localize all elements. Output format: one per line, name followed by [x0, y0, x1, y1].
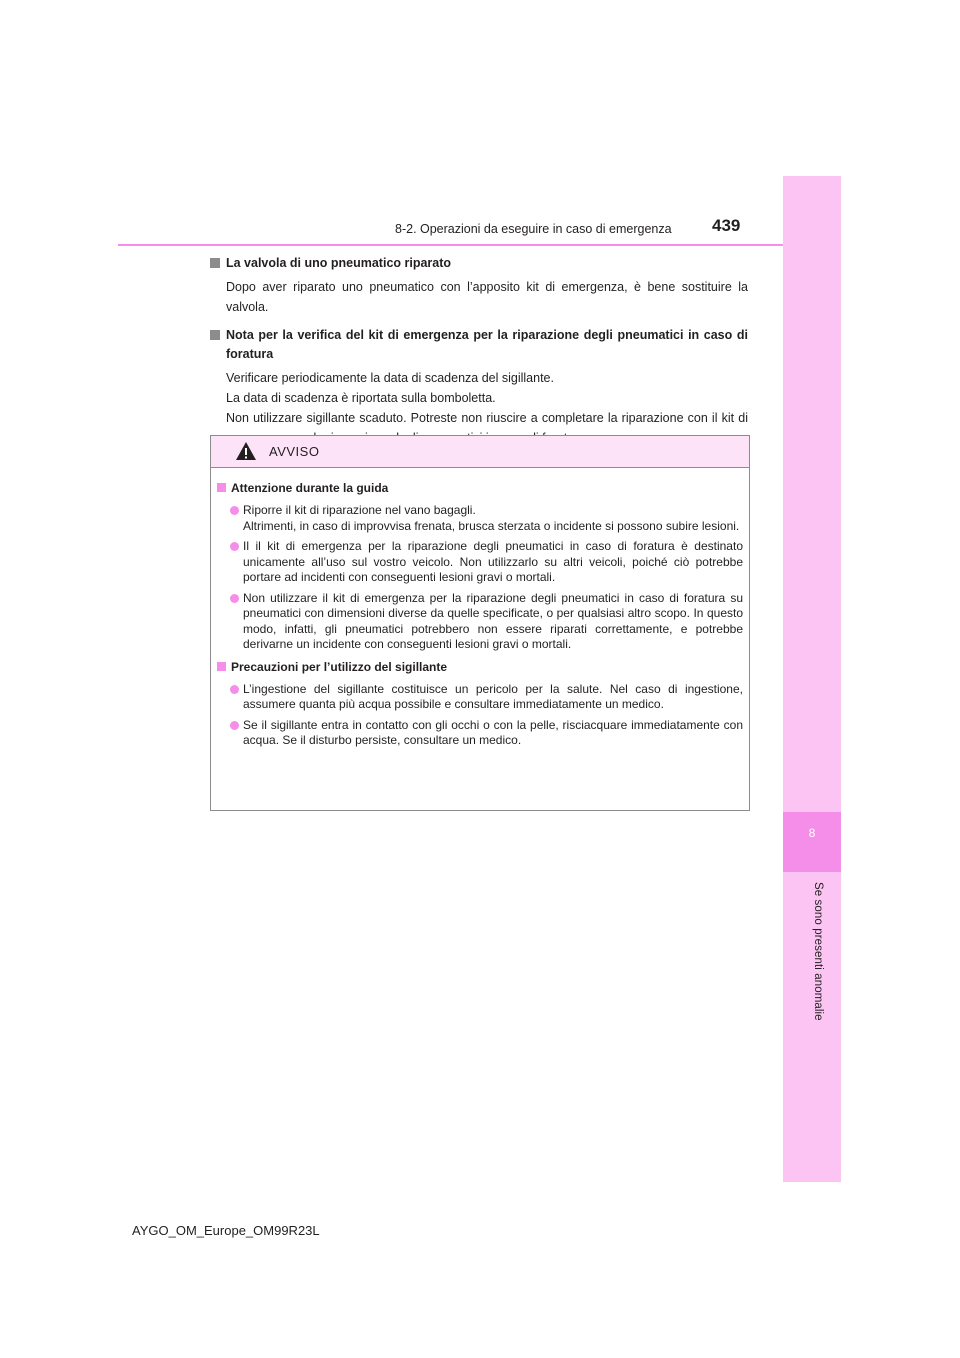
- warning-item: Se il sigillante entra in contatto con gli occhi o con la pelle, risciacquare immediatamente con acqua. Se il disturbo persiste, consultare un medico.: [217, 718, 743, 749]
- section-heading: Nota per la verifica del kit di emergenza per la riparazione degli pneumatici in caso di foratura: [210, 326, 748, 364]
- paragraph-block: Verificare periodicamente la data di scadenza del sigillante. La data di scadenza è riportata sulla bomboletta. Non utilizzare sigillante scaduto. Potreste non riuscire a completare la riparazione con il kit di: [226, 371, 748, 425]
- header-rule: [118, 244, 783, 246]
- main-content: [210, 254, 748, 448]
- warning-box: [210, 435, 750, 811]
- square-bullet-icon: [210, 258, 220, 268]
- round-bullet-icon: [230, 721, 239, 730]
- warning-body: [211, 468, 749, 749]
- section-heading: La valvola di uno pneumatico riparato: [210, 254, 748, 273]
- chapter-number: 8: [808, 826, 816, 840]
- document-code: AYGO_OM_Europe_OM99R23L: [132, 1223, 320, 1238]
- warning-triangle-icon: [235, 441, 257, 461]
- round-bullet-icon: [230, 542, 239, 551]
- square-bullet-icon: [217, 483, 226, 492]
- square-bullet-icon: [210, 330, 220, 340]
- warning-item: Riporre il kit di riparazione nel vano bagagli. Altrimenti, in caso di improvvisa frenata, brusca sterzata o incidente si possono subire lesioni.: [217, 503, 743, 534]
- warning-header: [211, 436, 749, 468]
- side-strip: [783, 176, 841, 1182]
- square-bullet-icon: [217, 662, 226, 671]
- warning-group-heading: Attenzione durante la guida: [217, 479, 743, 497]
- round-bullet-icon: [230, 685, 239, 694]
- warning-item: L’ingestione del sigillante costituisce un pericolo per la salute. Nel caso di ingestione, assumere quanta più acqua possibile e consultare immediatamente un medico.: [217, 682, 743, 713]
- round-bullet-icon: [230, 594, 239, 603]
- warning-item: Il il kit di emergenza per la riparazione degli pneumatici in caso di foratura è destinato unicamente all’uso sul vostro veicolo. Non utilizzarlo su altri veicoli, poiché ciò potrebbe portare ad incidenti con conseguenti lesioni gravi o mortali.: [217, 539, 743, 586]
- chapter-tab[interactable]: [783, 812, 841, 872]
- page-number: 439: [712, 216, 741, 235]
- chapter-label: Se sono presenti anomalie: [812, 882, 824, 1021]
- paragraph: Dopo aver riparato uno pneumatico con l’apposito kit di emergenza, è bene sostituire la valvola.: [226, 280, 748, 314]
- warning-title: AVVISO: [269, 444, 320, 459]
- round-bullet-icon: [230, 506, 239, 515]
- warning-group-heading: Precauzioni per l’utilizzo del sigillante: [217, 658, 743, 676]
- warning-item: Non utilizzare il kit di emergenza per la riparazione degli pneumatici in caso di foratura su pneumatici con dimensioni diverse da quelle specificate, o per qualsiasi altro scopo. In questo modo, infatti, gli pneumatici potrebbero non essere riparati correttamente, e potrebbe derivarne un incidente con conseguenti lesioni gravi o mortali.: [217, 591, 743, 653]
- section-title: 8-2. Operazioni da eseguire in caso di emergenza: [395, 222, 672, 236]
